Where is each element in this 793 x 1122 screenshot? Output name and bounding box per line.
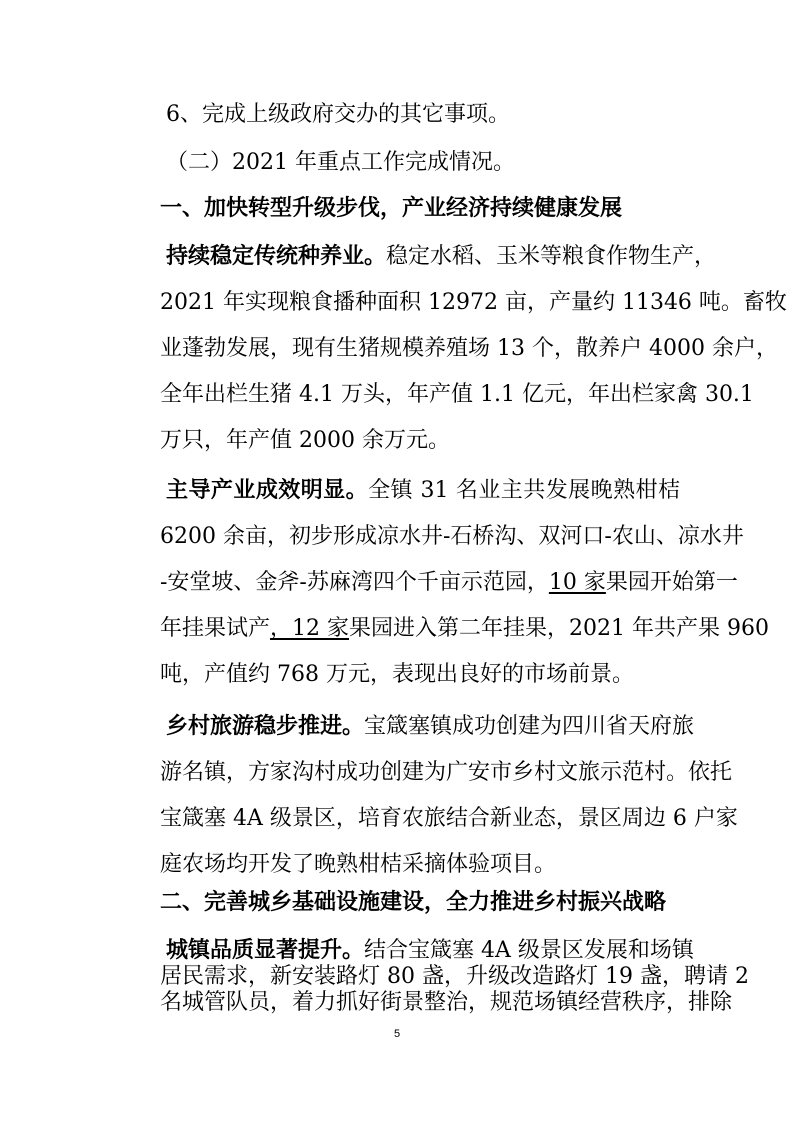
paragraph-line: 名城管队员，着力抓好街景整治，规范场镇经营秩序，排除 (160, 990, 733, 1015)
paragraph-text: -安堂坡、金斧-苏麻湾四个千亩示范园， (160, 570, 549, 595)
paragraph-line: 万只，年产值 2000 余万元。 (160, 428, 450, 453)
paragraph-text: 年挂果试产 (160, 616, 271, 641)
paragraph-line: 庭农场均开发了晚熟柑桔采摘体验项目。 (160, 852, 557, 877)
paragraph-line: 6200 余亩，初步形成凉水井-石桥沟、双河口-农山、凉水井 (160, 524, 744, 549)
heading-1: 一、加快转型升级步伐，产业经济持续健康发展 (160, 196, 623, 221)
section-2-title: （二）2021 年重点工作完成情况。 (166, 150, 515, 175)
paragraph-line: 宝箴塞 4A 级景区，培育农旅结合新业态，景区周边 6 户家 (160, 806, 738, 831)
paragraph-lead: 主导产业成效明显。 (166, 478, 369, 503)
paragraph-text: 结合宝箴塞 4A 级景区发展和场镇 (364, 938, 694, 963)
paragraph-text: 稳定水稻、玉米等粮食作物生产， (386, 244, 717, 269)
underlined-text: ，12 家 (270, 616, 350, 641)
paragraph-lead: 城镇品质显著提升。 (166, 938, 365, 963)
paragraph-line: 业蓬勃发展，现有生猪规模养殖场 13 个，散养户 4000 余户， (160, 336, 778, 361)
paragraph-line (160, 614, 769, 644)
paragraph-line: 吨，产值约 768 万元，表现出良好的市场前景。 (160, 662, 634, 687)
page-number: 5 (393, 1028, 401, 1040)
paragraph-lead: 乡村旅游稳步推进。 (166, 714, 365, 739)
paragraph-line (166, 242, 717, 272)
paragraph-line: 居民需求，新安装路灯 80 盏，升级改造路灯 19 盏，聘请 2 (160, 964, 749, 989)
paragraph-text: 果园开始第一 (605, 570, 738, 595)
paragraph-text: 果园进入第二年挂果，2021 年共产果 960 (349, 616, 769, 641)
paragraph-line (166, 712, 695, 742)
paragraph-text: 全镇 31 名业主共发展晚熟柑桔 (368, 478, 680, 503)
paragraph-line: 全年出栏生猪 4.1 万头，年产值 1.1 亿元，年出栏家禽 30.1 (160, 382, 754, 407)
item-6-text: 6、完成上级政府交办的其它事项。 (166, 102, 510, 127)
paragraph-line (166, 476, 680, 506)
underlined-text: 10 家 (548, 570, 606, 595)
paragraph-lead: 持续稳定传统种养业。 (166, 244, 387, 269)
heading-2: 二、完善城乡基础设施建设，全力推进乡村振兴战略 (160, 890, 667, 915)
paragraph-text: 宝箴塞镇成功创建为四川省天府旅 (364, 714, 695, 739)
paragraph-line: 2021 年实现粮食播种面积 12972 亩，产量约 11346 吨。畜牧 (160, 290, 787, 315)
paragraph-line (160, 568, 738, 598)
paragraph-line: 游名镇，方家沟村成功创建为广安市乡村文旅示范村。依托 (160, 760, 733, 785)
